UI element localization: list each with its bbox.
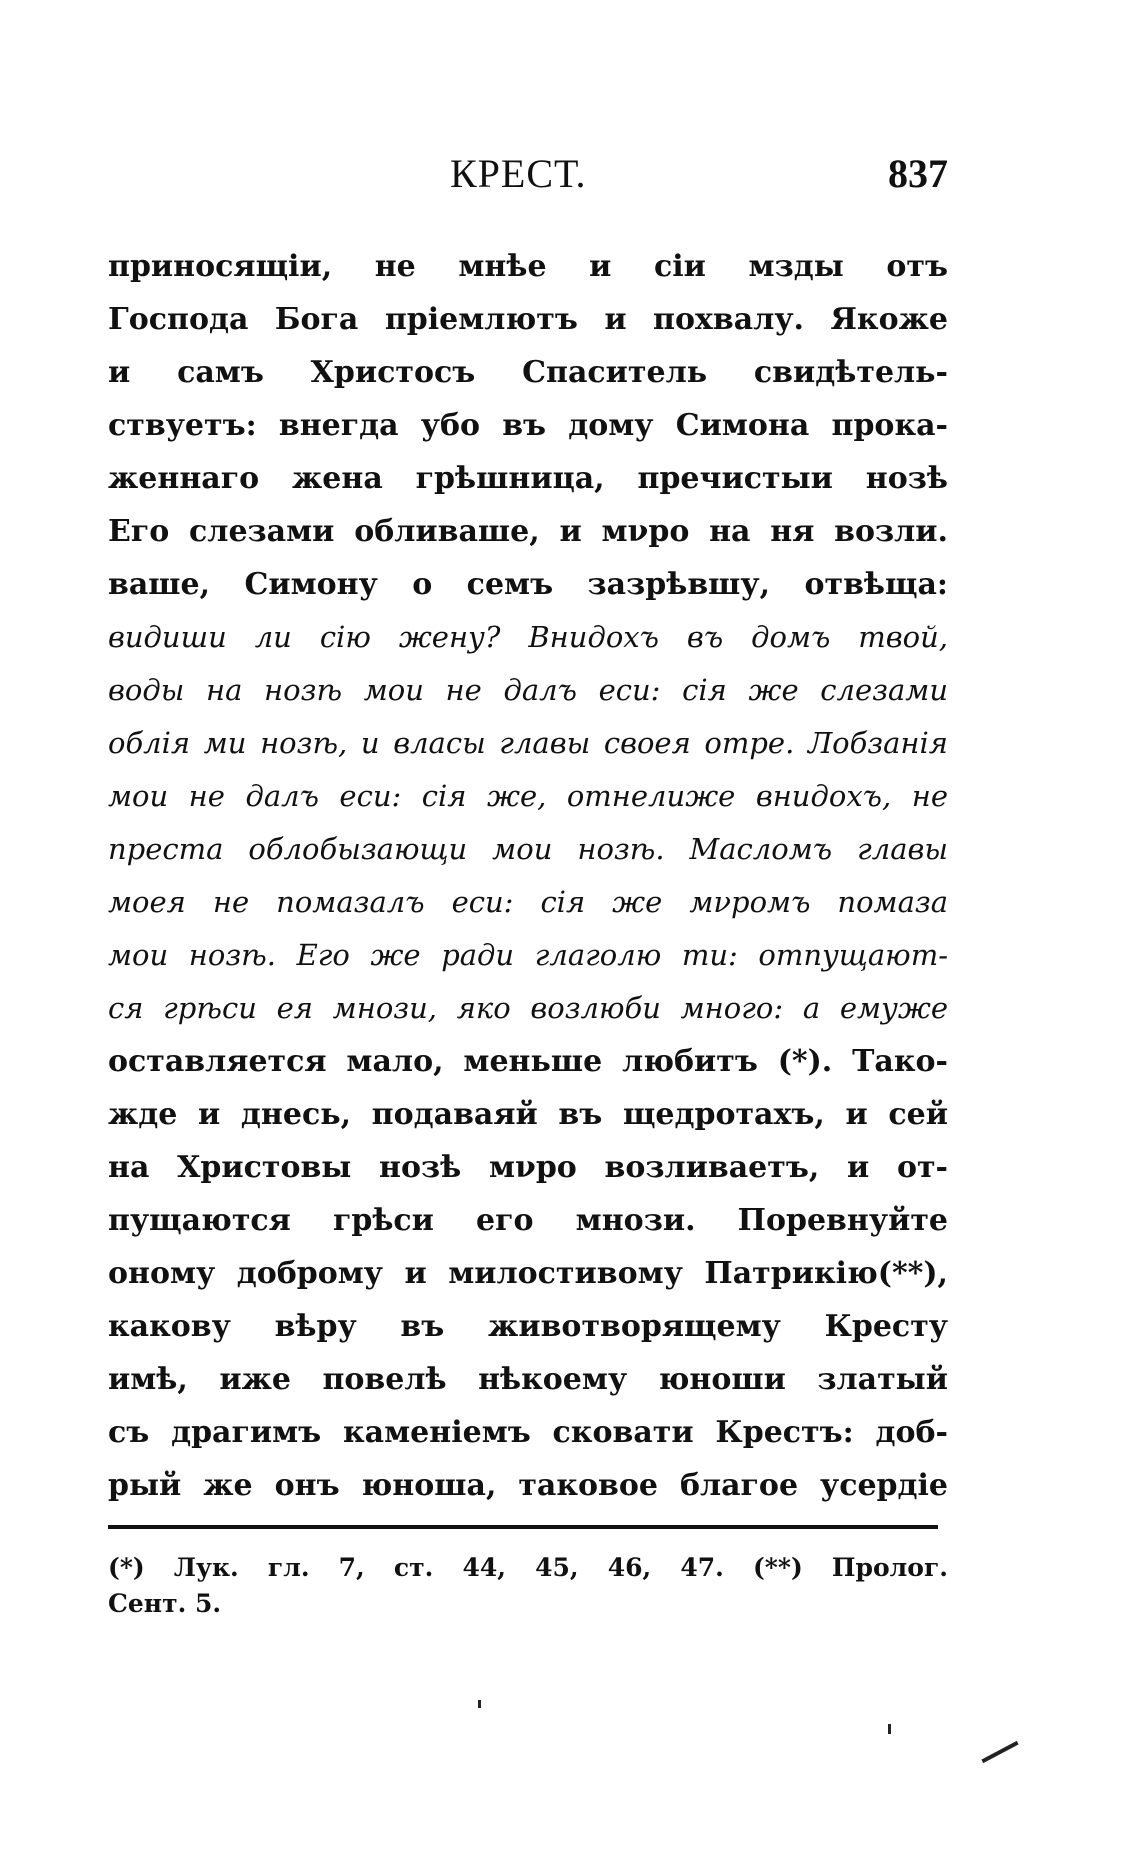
text-line: ствуетъ: внегда убо въ дому Симона прока- [108, 408, 948, 443]
text-line: какову вѣру въ животворящему Кресту [108, 1309, 948, 1344]
text-line: приносящіи, не мнѣе и сіи мзды отъ [108, 249, 948, 284]
text-line: Господа Бога пріемлютъ и похвалу. Якоже [108, 302, 948, 337]
quote-line: облія ми нозѣ, и власы главы своея отре. Лобзанія [108, 726, 948, 760]
footnote-line: (*) Лук. гл. 7, ст. 44, 45, 46, 47. (**) Пролог. [108, 1553, 948, 1582]
text-line: ваше, Симону о семъ зазрѣвшу, отвѣща: [108, 567, 948, 602]
body-text [108, 240, 948, 1512]
footnote-divider [108, 1525, 938, 1529]
ink-mark [981, 1741, 1018, 1763]
quote-line: ся грѣси ея мнози, яко возлюби много: а емуже [108, 991, 948, 1025]
text-line: имѣ, иже повелѣ нѣкоему юноши златый [108, 1362, 948, 1397]
quote-line: мои не далъ еси: сія же, отнелиже внидохъ, не [108, 779, 948, 813]
page-header [108, 150, 948, 210]
text-line: оставляется мало, меньше любитъ (*). Тако- [108, 1044, 948, 1079]
text-line: Его слезами обливаше, и мνро на ня возли. [108, 514, 948, 549]
quote-line: преста облобызающи мои нозѣ. Масломъ главы [108, 832, 948, 866]
text-line: рый же онъ юноша, таковое благое усердіе [108, 1468, 948, 1503]
ink-speck [478, 1700, 481, 1708]
ink-speck [888, 1724, 891, 1734]
text-line: и самъ Христосъ Спаситель свидѣтель- [108, 355, 948, 390]
footnote-line: Сент. 5. [108, 1589, 222, 1618]
quote-line: мои нозѣ. Его же ради глаголю ти: отпущают- [108, 938, 948, 972]
quote-line: воды на нозѣ мои не далъ еси: сія же слезами [108, 673, 948, 707]
footnote [108, 1550, 948, 1622]
text-line: оному доброму и милостивому Патрикію(**), [108, 1256, 948, 1291]
quote-line: моея не помазалъ еси: сія же мνромъ помаза [108, 885, 948, 919]
text-line: съ драгимъ каменіемъ сковати Крестъ: доб- [108, 1415, 948, 1450]
text-line: женнаго жена грѣшница, пречистыи нозѣ [108, 461, 948, 496]
text-line: пущаются грѣси его мнози. Поревнуйте [108, 1203, 948, 1238]
text-line: на Христовы нозѣ мνро возливаетъ, и от- [108, 1150, 948, 1185]
running-head: КРЕСТ. [450, 151, 587, 196]
quote-line: видиши ли сію жену? Внидохъ въ домъ твой, [108, 620, 948, 654]
page-number: 837 [888, 151, 948, 196]
text-line: жде и днесь, подаваяй въ щедротахъ, и сей [108, 1097, 948, 1132]
